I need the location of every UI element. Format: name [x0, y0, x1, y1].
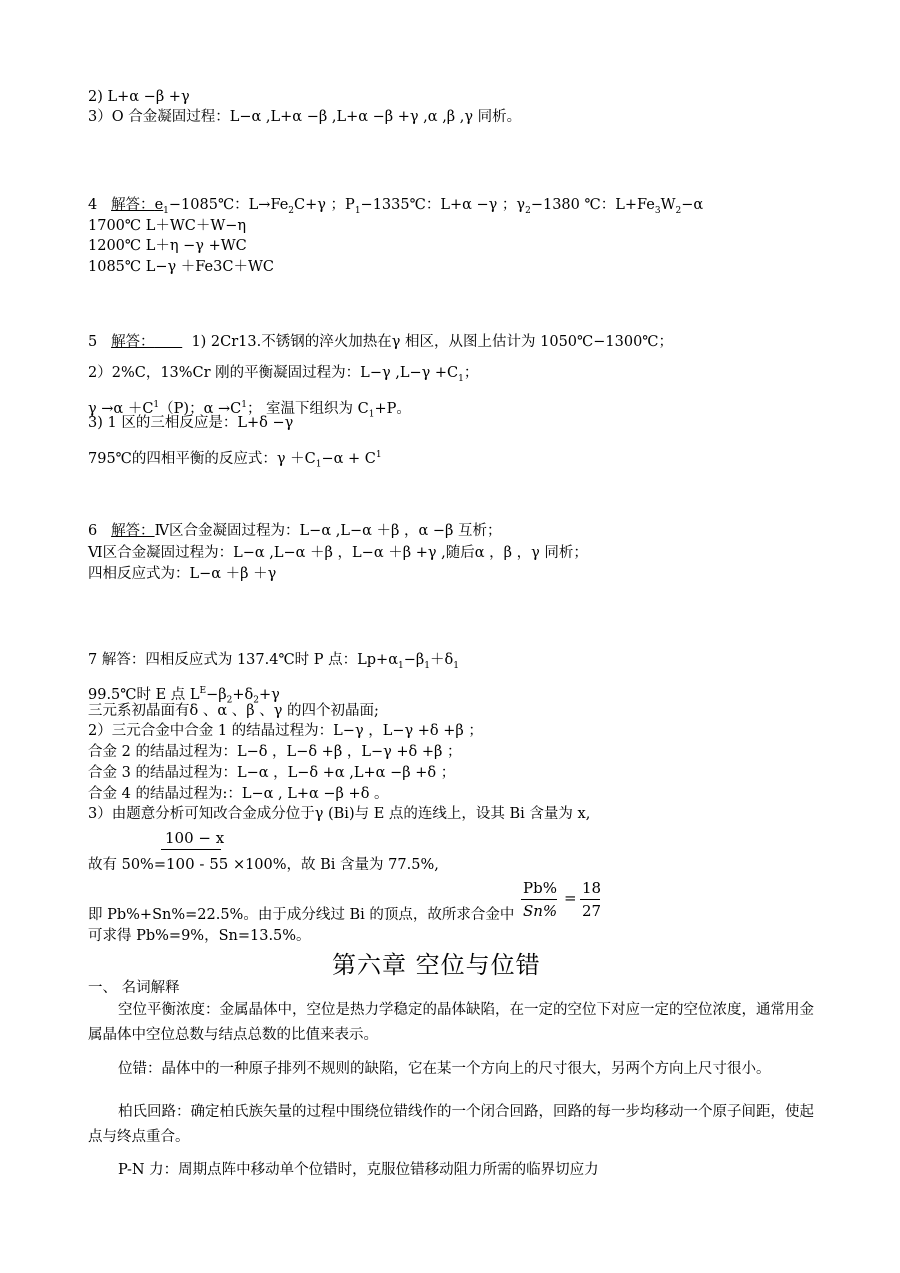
s5-line-2 [88, 364, 478, 388]
s4-l1-a-sub: 1 [163, 205, 169, 216]
s7-l2-sub1: E [199, 686, 207, 696]
fraction2-ratio-bar [580, 899, 600, 900]
s5-line-1 [88, 333, 673, 351]
s5-l1: 1) 2Cr13.不锈钢的淬火加热在γ 相区，从图上估计为 1050℃−1300℃； [191, 334, 674, 350]
s7-line-6: 合金 3 的结晶过程为：L−α ，L−δ +α ,L+α −β +δ ； [88, 765, 456, 781]
s7-l2-a: 99.5℃时 E 点 L [88, 686, 200, 703]
s5-l3-d: +P。 [374, 400, 411, 417]
s4-line-2: 1700℃ L＋WC＋W−η [88, 218, 247, 234]
fraction2-denominator: Sn% [523, 902, 558, 920]
s7-l1-sub1: 1 [398, 660, 404, 671]
s7-line-11: 可求得 Pb%=9%，Sn=13.5%。 [88, 928, 311, 944]
s5-l2-sub: 1 [458, 373, 464, 384]
s4-l1-c: C+γ ；P [294, 197, 355, 213]
paragraph-pn-force: P-N 力：周期点阵中移动单个位错时，克服位错移动阻力所需的临界切应力 [118, 1162, 599, 1178]
s6-line-2: Ⅵ区合金凝固过程为：L−α ,L−α ＋β ，L−α ＋β +γ ,随后α ，β ，γ 同析； [88, 545, 588, 561]
s7-line-1 [88, 651, 459, 675]
s4-l1-g: −α [681, 197, 704, 213]
s5-line-4: 3) 1 区的三相反应是：L+δ −γ [88, 415, 294, 431]
section-heading: 一、 名词解释 [88, 980, 180, 996]
paragraph-vacancy-concentration: 空位平衡浓度：金属晶体中，空位是热力学稳定的晶体缺陷，在一定的空位下对应一定的空位浓度，通常用金属晶体中空位总数与结点总数的比值来表示。 [88, 1002, 814, 1043]
s4-l1-b-sub: 2 [288, 205, 295, 216]
s5-l3-a: γ →α ＋C [88, 400, 154, 417]
s4-l1-e: −1380 ℃：L+Fe [530, 197, 655, 213]
s5-line-5 [88, 446, 382, 474]
s5-l3-sub1: 1 [153, 400, 160, 410]
s7-l1-c: ＋δ [430, 652, 454, 668]
s7-line-10: 即 Pb%+Sn%=22.5%。由于成分线过 Bi 的顶点，故所求合金中 [88, 907, 515, 923]
s5-l2-a: 2）2%C，13%Cr 刚的平衡凝固过程为：L−γ ,L−γ +C [88, 365, 459, 381]
s4-line-3: 1200℃ L＋η −γ +WC [88, 238, 247, 254]
s5-num: 5 [88, 334, 98, 350]
s3-line-3: 3）O 合金凝固过程：L−α ,L+α −β ,L+α −β +γ ,α ,β ,γ 同析。 [88, 109, 522, 125]
s7-line-3: 三元系初晶面有δ 、α 、β 、γ 的四个初晶面; [88, 703, 379, 719]
fraction1-denominator: 100 - 55 [166, 855, 229, 873]
s5-l2-b: ； [463, 365, 479, 381]
s7-l9-b: ×100%，故 Bi 含量为 77.5%, [232, 857, 439, 873]
s4-num: 4 [88, 197, 98, 213]
s5-l5-sub2: 1 [375, 450, 382, 460]
s6-l1: Ⅳ区合金凝固过程为：L−α ,L−α ＋β ，α −β 互析； [154, 523, 502, 539]
s3-line-2: 2) L+α −β +γ [88, 89, 190, 105]
s7-l1-a: 7 解答：四相反应式为 137.4℃时 P 点：Lp+α [88, 652, 399, 668]
s6-line-3: 四相反应式为：L−α ＋β ＋γ [88, 566, 277, 582]
s6-num: 6 [88, 523, 98, 539]
s5-l3-sub3: 1 [368, 409, 375, 420]
s7-l1-sub2: 1 [424, 660, 431, 671]
fraction1-numerator: 100 − x [165, 829, 225, 847]
s5-answer-label: 解答： [111, 334, 155, 350]
s7-line-4: 2）三元合金中合金 1 的结晶过程为：L−γ ，L−γ +δ +β ； [88, 723, 483, 739]
fraction1-bar [161, 849, 221, 850]
s7-l2-d: +γ [259, 686, 280, 703]
fraction2-ratio-numerator: 18 [582, 879, 602, 897]
s5-l3-b: （P)；α →C [159, 400, 242, 417]
fraction2-bar [521, 899, 557, 900]
s4-l1-d-sub: 2 [525, 205, 531, 216]
s4-answer-label: 解答： [111, 197, 155, 213]
s4-l1-f: W [660, 197, 676, 213]
s4-l1-b: −1085℃：L→Fe [168, 197, 289, 213]
s7-l2-c: +δ [232, 686, 254, 703]
s4-l1-d: −1335℃：L+α −γ ；γ [360, 197, 526, 213]
s5-l5-sub1: 1 [315, 459, 322, 470]
s7-l2-sub2: 2 [226, 695, 233, 706]
s7-line-7: 合金 4 的结晶过程为:：L−α , L+α −β +δ 。 [88, 786, 389, 802]
s5-l3-c: ； 室温下组织为 C [246, 400, 369, 417]
s4-l1-e-sub: 3 [654, 205, 661, 216]
s7-l1-b: −β [403, 652, 425, 668]
fraction2-ratio-denominator: 27 [582, 902, 602, 920]
s4-line-4: 1085℃ L−γ ＋Fe3C＋WC [88, 259, 274, 275]
s7-l9-a: 故有 50%= [88, 857, 166, 873]
s6-answer-label: 解答： [111, 523, 155, 539]
s7-l2-sub3: 2 [253, 695, 260, 706]
s5-l3-sub2: 1 [241, 400, 247, 410]
s4-l1-f-sub: 2 [675, 205, 682, 216]
s7-line-5: 合金 2 的结晶过程为：L−δ ，L−δ +β ，L−γ +δ +β ； [88, 744, 462, 760]
paragraph-dislocation: 位错：晶体中的一种原子排列不规则的缺陷，它在某一个方向上的尺寸很大，另两个方向上尺寸很小。 [118, 1061, 771, 1077]
s6-line-1 [88, 522, 502, 540]
s4-l1-c-sub: 1 [354, 205, 361, 216]
paragraph-burgers-circuit: 柏氏回路：确定柏氏族矢量的过程中围绕位错线作的一个闭合回路，回路的每一步均移动一个原子间距，使起点与终点重合。 [88, 1104, 814, 1145]
s7-line-9 [88, 855, 439, 874]
s4-l1-a: e [154, 197, 164, 213]
s7-l2-b: −β [206, 686, 227, 703]
fraction2-numerator: Pb% [523, 879, 557, 897]
s7-l1-sub3: 1 [453, 660, 459, 671]
s7-line-8: 3）由题意分析可知改合金成分位于γ (Bi)与 E 点的连线上，设其 Bi 含量为 x, [88, 806, 591, 822]
s5-l5-b: −α + C [321, 450, 376, 467]
fraction2-equals: = [564, 889, 577, 907]
chapter-title: 第六章 空位与位错 [332, 951, 541, 979]
s5-l5-a: 795℃的四相平衡的反应式：γ ＋C [88, 450, 316, 467]
